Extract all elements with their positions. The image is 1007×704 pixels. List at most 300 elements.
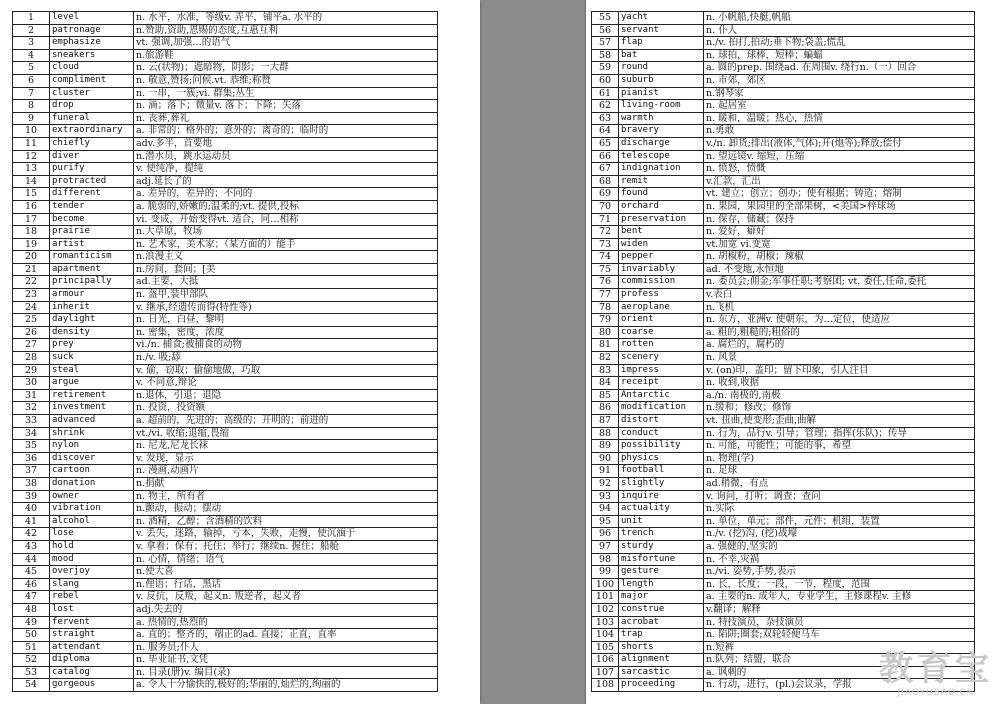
table-row	[592, 377, 975, 390]
entry-word: pepper	[619, 251, 704, 264]
table-row	[592, 477, 975, 490]
watermark-sub: JIAOYUBAO.CN	[897, 688, 975, 698]
entry-number: 36	[13, 452, 50, 465]
entry-number: 69	[592, 188, 619, 201]
entry-word: slightly	[619, 477, 704, 490]
entry-definition: a. 令人十分愉快的,极好的;华丽的,灿烂的,绚丽的	[134, 679, 438, 692]
entry-word: donation	[50, 477, 134, 490]
entry-definition: v. 偷，窃取；偷偷地做，巧取	[134, 364, 438, 377]
entry-word: discover	[50, 452, 134, 465]
entry-word: servant	[619, 24, 704, 37]
entry-definition: vt./vi. 收缩;退缩,畏缩	[134, 427, 438, 440]
entry-word: vibration	[50, 503, 134, 516]
entry-number: 28	[13, 352, 50, 365]
entry-word: funeral	[50, 112, 134, 125]
entry-word: chiefly	[50, 137, 134, 150]
entry-definition: n. 心情，情绪；语气	[134, 553, 438, 566]
vocab-table-left	[12, 11, 438, 692]
entry-number: 79	[592, 314, 619, 327]
entry-number: 86	[592, 402, 619, 415]
entry-definition: n.颤动，振动；摆动	[134, 503, 438, 516]
entry-definition: n.房间，套间；[美	[134, 263, 438, 276]
entry-number: 42	[13, 528, 50, 541]
entry-definition: n. 球拍，球棒，短棒；蝙蝠	[704, 49, 975, 62]
entry-definition: v. 继承,经遗传而得(特性等)	[134, 301, 438, 314]
entry-number: 6	[13, 74, 50, 87]
entry-number: 89	[592, 440, 619, 453]
entry-number: 56	[592, 24, 619, 37]
table-row	[592, 37, 975, 50]
table-row	[592, 629, 975, 642]
entry-definition: vt.加宽 vi.变宽	[704, 238, 975, 251]
entry-word: gorgeous	[50, 679, 134, 692]
entry-number: 63	[592, 112, 619, 125]
entry-word: suck	[50, 352, 134, 365]
entry-word: argue	[50, 377, 134, 390]
entry-definition: v. 拿着；保有；托住；举行；继续n. 握住；船舱	[134, 540, 438, 553]
entry-number: 27	[13, 339, 50, 352]
table-row	[13, 540, 438, 553]
entry-number: 71	[592, 213, 619, 226]
entry-number: 18	[13, 226, 50, 239]
entry-definition: a. 脆弱的,娇嫩的;温柔的;vt. 提供,投标	[134, 200, 438, 213]
entry-word: Antarctic	[619, 389, 704, 402]
entry-definition: a. 热情的,热烈的	[134, 616, 438, 629]
entry-word: shorts	[619, 641, 704, 654]
table-row	[13, 629, 438, 642]
table-row	[592, 137, 975, 150]
entry-number: 92	[592, 477, 619, 490]
entry-word: scenery	[619, 352, 704, 365]
entry-number: 46	[13, 578, 50, 591]
table-row	[592, 314, 975, 327]
table-row	[13, 12, 438, 25]
table-row	[13, 465, 438, 478]
entry-word: warmth	[619, 112, 704, 125]
entry-word: inherit	[50, 301, 134, 314]
entry-word: cloud	[50, 62, 134, 75]
entry-word: bat	[619, 49, 704, 62]
entry-word: orient	[619, 314, 704, 327]
table-row	[13, 591, 438, 604]
entry-definition: n. 水平，水准，等级v. 弄平，铺平a. 水平的	[134, 12, 438, 25]
entry-number: 91	[592, 465, 619, 478]
right-page	[586, 0, 1007, 704]
entry-number: 20	[13, 251, 50, 264]
entry-word: investment	[50, 402, 134, 415]
entry-definition: n.使大喜	[134, 566, 438, 579]
entry-number: 55	[592, 12, 619, 25]
entry-word: conduct	[619, 427, 704, 440]
table-row	[592, 566, 975, 579]
entry-number: 34	[13, 427, 50, 440]
entry-word: steal	[50, 364, 134, 377]
entry-number: 90	[592, 452, 619, 465]
entry-word: alcohol	[50, 515, 134, 528]
entry-number: 5	[13, 62, 50, 75]
entry-word: diver	[50, 150, 134, 163]
entry-number: 9	[13, 112, 50, 125]
entry-word: living-room	[619, 100, 704, 113]
table-row	[13, 150, 438, 163]
table-row	[592, 603, 975, 616]
entry-number: 74	[592, 251, 619, 264]
entry-word: shrink	[50, 427, 134, 440]
table-row	[13, 112, 438, 125]
table-row	[592, 163, 975, 176]
entry-number: 45	[13, 566, 50, 579]
table-row	[592, 24, 975, 37]
table-row	[13, 452, 438, 465]
table-row	[592, 263, 975, 276]
table-row	[13, 24, 438, 37]
entry-word: pianist	[619, 87, 704, 100]
entry-number: 105	[592, 641, 619, 654]
entry-word: catalog	[50, 666, 134, 679]
entry-word: daylight	[50, 314, 134, 327]
entry-definition: n. 物理(学)	[704, 452, 975, 465]
entry-number: 68	[592, 175, 619, 188]
entry-definition: a. 超前的，先进的；高级的；开明的；前进的	[134, 415, 438, 428]
entry-word: level	[50, 12, 134, 25]
entry-word: telescope	[619, 150, 704, 163]
entry-number: 19	[13, 238, 50, 251]
entry-definition: n.旅游鞋	[134, 49, 438, 62]
entry-word: yacht	[619, 12, 704, 25]
entry-definition: ad.稍微，有点	[704, 477, 975, 490]
entry-word: possibility	[619, 440, 704, 453]
entry-definition: n. 足球	[704, 465, 975, 478]
entry-number: 53	[13, 666, 50, 679]
table-row	[13, 238, 438, 251]
entry-word: principally	[50, 276, 134, 289]
table-row	[592, 465, 975, 478]
entry-number: 26	[13, 326, 50, 339]
entry-word: acrobat	[619, 616, 704, 629]
table-row	[592, 251, 975, 264]
entry-number: 8	[13, 100, 50, 113]
entry-word: diploma	[50, 654, 134, 667]
entry-word: apartment	[50, 263, 134, 276]
entry-number: 83	[592, 364, 619, 377]
vocab-table-right	[591, 11, 975, 692]
entry-number: 78	[592, 301, 619, 314]
entry-word: sneakers	[50, 49, 134, 62]
entry-definition: n. 特技演员，杂技演员	[704, 616, 975, 629]
entry-word: bent	[619, 226, 704, 239]
table-row	[13, 125, 438, 138]
entry-definition: n. 投资，投资额	[134, 402, 438, 415]
entry-definition: n. 艺术家，美术家；（某方面的）能手	[134, 238, 438, 251]
entry-definition: v. (on)印，盖印；留下印象，引人注目	[704, 364, 975, 377]
watermark-logo	[879, 650, 993, 698]
entry-number: 67	[592, 163, 619, 176]
entry-number: 44	[13, 553, 50, 566]
table-row	[13, 301, 438, 314]
entry-word: proceeding	[619, 679, 704, 692]
entry-word: alignment	[619, 654, 704, 667]
entry-number: 17	[13, 213, 50, 226]
entry-definition: adj.失去的	[134, 603, 438, 616]
entry-definition: n. 敬意,赞扬;问候.vt. 恭维;称赞	[134, 74, 438, 87]
entry-number: 62	[592, 100, 619, 113]
entry-word: artist	[50, 238, 134, 251]
entry-word: flap	[619, 37, 704, 50]
table-row	[13, 427, 438, 440]
table-row	[13, 528, 438, 541]
entry-definition: n./v. 吸;舔	[134, 352, 438, 365]
table-row	[13, 415, 438, 428]
table-row	[592, 415, 975, 428]
entry-word: actuality	[619, 503, 704, 516]
entry-number: 95	[592, 515, 619, 528]
entry-definition: n./v. 拍打,拍动;垂下物;袋盖;慌乱	[704, 37, 975, 50]
entry-definition: v.汇款，汇出	[704, 175, 975, 188]
table-row	[13, 213, 438, 226]
entry-word: commission	[619, 276, 704, 289]
table-row	[13, 641, 438, 654]
table-row	[13, 137, 438, 150]
entry-word: patronage	[50, 24, 134, 37]
table-row	[592, 389, 975, 402]
entry-definition: n. 单位，单元；部件，元件；机组，装置	[704, 515, 975, 528]
entry-number: 24	[13, 301, 50, 314]
entry-number: 11	[13, 137, 50, 150]
entry-definition: n. 酒精，乙醇；含酒精的饮料	[134, 515, 438, 528]
table-row	[13, 477, 438, 490]
table-row	[13, 503, 438, 516]
entry-word: sturdy	[619, 540, 704, 553]
entry-word: lose	[50, 528, 134, 541]
entry-definition: n.实际	[704, 503, 975, 516]
entry-word: widen	[619, 238, 704, 251]
table-row	[592, 100, 975, 113]
entry-word: overjoy	[50, 566, 134, 579]
table-row	[592, 326, 975, 339]
table-row	[592, 553, 975, 566]
entry-definition: n.大草原，牧场	[134, 226, 438, 239]
entry-word: retirement	[50, 389, 134, 402]
entry-number: 14	[13, 175, 50, 188]
entry-number: 85	[592, 389, 619, 402]
entry-definition: n. 仆人	[704, 24, 975, 37]
entry-word: nylon	[50, 440, 134, 453]
entry-number: 66	[592, 150, 619, 163]
entry-definition: v. 询问，打听；调查；查问	[704, 490, 975, 503]
table-row	[13, 175, 438, 188]
entry-word: armour	[50, 289, 134, 302]
table-row	[592, 12, 975, 25]
table-row	[592, 352, 975, 365]
entry-number: 77	[592, 289, 619, 302]
entry-word: owner	[50, 490, 134, 503]
entry-definition: n. 长，长度；一段，一节，程度，范围	[704, 578, 975, 591]
entry-word: suburb	[619, 74, 704, 87]
entry-definition: n.潜水员，跳水运动员	[134, 150, 438, 163]
entry-definition: n. 目录(册)v. 编目(录)	[134, 666, 438, 679]
entry-number: 50	[13, 629, 50, 642]
entry-word: aeroplane	[619, 301, 704, 314]
entry-word: modification	[619, 402, 704, 415]
entry-definition: vt. 扭曲,使变形;歪曲,曲解	[704, 415, 975, 428]
entry-definition: n.赞助,资助,恩赐的态度,互惠互利	[134, 24, 438, 37]
entry-word: bravery	[619, 125, 704, 138]
entry-definition: vi. 变成，开始变得vt. 适合，同…相称	[134, 213, 438, 226]
entry-word: round	[619, 62, 704, 75]
table-row	[592, 200, 975, 213]
table-row	[13, 339, 438, 352]
entry-definition: a. 圆的prep. 围绕ad. 在周围v. 绕行n.（一）回合	[704, 62, 975, 75]
entry-definition: a. 差异的，差异的；不同的	[134, 188, 438, 201]
table-row	[13, 289, 438, 302]
entry-word: unit	[619, 515, 704, 528]
table-row	[592, 276, 975, 289]
entry-number: 39	[13, 490, 50, 503]
table-row	[592, 339, 975, 352]
table-row	[13, 49, 438, 62]
table-row	[13, 616, 438, 629]
entry-number: 59	[592, 62, 619, 75]
entry-definition: ad. 不变地,永恒地	[704, 263, 975, 276]
entry-definition: n. 东方，亚洲v. 使朝东，为…定位，使适应	[704, 314, 975, 327]
table-row	[13, 364, 438, 377]
entry-word: indignation	[619, 163, 704, 176]
table-row	[592, 87, 975, 100]
entry-definition: vi./n. 捕食;被捕食的动物	[134, 339, 438, 352]
entry-number: 94	[592, 503, 619, 516]
table-row	[13, 62, 438, 75]
table-row	[592, 427, 975, 440]
table-row	[13, 352, 438, 365]
entry-word: impress	[619, 364, 704, 377]
table-row	[592, 540, 975, 553]
entry-word: length	[619, 578, 704, 591]
entry-definition: a. 非常的；格外的；意外的；离奇的；临时的	[134, 125, 438, 138]
entry-word: found	[619, 188, 704, 201]
entry-definition: n. 收到,收据	[704, 377, 975, 390]
table-row	[592, 150, 975, 163]
entry-number: 38	[13, 477, 50, 490]
entry-word: fervent	[50, 616, 134, 629]
entry-number: 48	[13, 603, 50, 616]
entry-number: 25	[13, 314, 50, 327]
entry-number: 108	[592, 679, 619, 692]
entry-number: 98	[592, 553, 619, 566]
entry-word: misfortune	[619, 553, 704, 566]
table-row	[13, 37, 438, 50]
entry-number: 43	[13, 540, 50, 553]
entry-word: discharge	[619, 137, 704, 150]
entry-definition: n. 小帆船,快艇,帆船	[704, 12, 975, 25]
entry-number: 106	[592, 654, 619, 667]
table-row	[13, 276, 438, 289]
entry-definition: v. 发现，显示	[134, 452, 438, 465]
entry-definition: n. 果园，果园里的全部果树，<美国>梓球场	[704, 200, 975, 213]
table-row	[13, 515, 438, 528]
entry-definition: v.表白	[704, 289, 975, 302]
entry-word: trap	[619, 629, 704, 642]
entry-word: different	[50, 188, 134, 201]
table-row	[592, 591, 975, 604]
entry-number: 96	[592, 528, 619, 541]
table-row	[592, 578, 975, 591]
entry-definition: n./v. (挖)沟, (挖)战壕	[704, 528, 975, 541]
entry-number: 51	[13, 641, 50, 654]
entry-definition: n. 尼龙,尼龙长袜	[134, 440, 438, 453]
entry-word: distort	[619, 415, 704, 428]
table-row	[592, 440, 975, 453]
entry-definition: vt. 强调,加强…的语气	[134, 37, 438, 50]
entry-number: 72	[592, 226, 619, 239]
entry-definition: n. 日光，白昼，黎明	[134, 314, 438, 327]
entry-definition: v. 反抗，反叛，起义n. 叛逆者，起义者	[134, 591, 438, 604]
entry-definition: v. 不同意,辩论	[134, 377, 438, 390]
entry-word: advanced	[50, 415, 134, 428]
entry-definition: a./n. 南极的,南极	[704, 389, 975, 402]
table-row	[13, 163, 438, 176]
entry-number: 73	[592, 238, 619, 251]
entry-definition: n. 保存，储藏；保持	[704, 213, 975, 226]
entry-number: 12	[13, 150, 50, 163]
table-row	[13, 188, 438, 201]
entry-word: protracted	[50, 175, 134, 188]
entry-number: 75	[592, 263, 619, 276]
entry-word: become	[50, 213, 134, 226]
table-row	[592, 503, 975, 516]
entry-number: 87	[592, 415, 619, 428]
entry-number: 47	[13, 591, 50, 604]
table-row	[592, 175, 975, 188]
entry-definition: adj.延长了的	[134, 175, 438, 188]
entry-number: 97	[592, 540, 619, 553]
entry-number: 57	[592, 37, 619, 50]
entry-definition: n. 可能，可能性；可能的事，希望	[704, 440, 975, 453]
entry-number: 54	[13, 679, 50, 692]
table-row	[592, 62, 975, 75]
table-row	[592, 188, 975, 201]
entry-definition: a. 直的；整齐的，端正的ad. 直接；正直，直率	[134, 629, 438, 642]
entry-definition: n.俚语；行话，黑话	[134, 578, 438, 591]
entry-number: 23	[13, 289, 50, 302]
table-row	[592, 452, 975, 465]
entry-word: lost	[50, 603, 134, 616]
entry-number: 52	[13, 654, 50, 667]
entry-number: 2	[13, 24, 50, 37]
entry-definition: a. 主要的n. 成年人，专业学生，主修课程v. 主修	[704, 591, 975, 604]
table-row	[592, 490, 975, 503]
entry-definition: v./n. 卸货;排出(液体,气体);开(炮等);释放;偿付	[704, 137, 975, 150]
entry-definition: n. 不幸,灾祸	[704, 553, 975, 566]
entry-word: sarcastic	[619, 666, 704, 679]
entry-number: 4	[13, 49, 50, 62]
entry-number: 82	[592, 352, 619, 365]
entry-definition: n. 漫画,动画片	[134, 465, 438, 478]
entry-word: physics	[619, 452, 704, 465]
entry-definition: n. 一串，一簇;vi. 群集;丛生	[134, 87, 438, 100]
entry-definition: n. 服务员;仆人	[134, 641, 438, 654]
entry-definition: n.短裤	[704, 641, 975, 654]
entry-definition: n. 毕业证书,文凭	[134, 654, 438, 667]
entry-definition: n. 滴；落下；微量v. 落下；下降；失落	[134, 100, 438, 113]
entry-number: 65	[592, 137, 619, 150]
table-row	[592, 402, 975, 415]
entry-word: rotten	[619, 339, 704, 352]
entry-definition: n.缓和；修改；修饰	[704, 402, 975, 415]
table-row	[592, 213, 975, 226]
entry-number: 21	[13, 263, 50, 276]
table-row	[13, 679, 438, 692]
entry-word: attendant	[50, 641, 134, 654]
